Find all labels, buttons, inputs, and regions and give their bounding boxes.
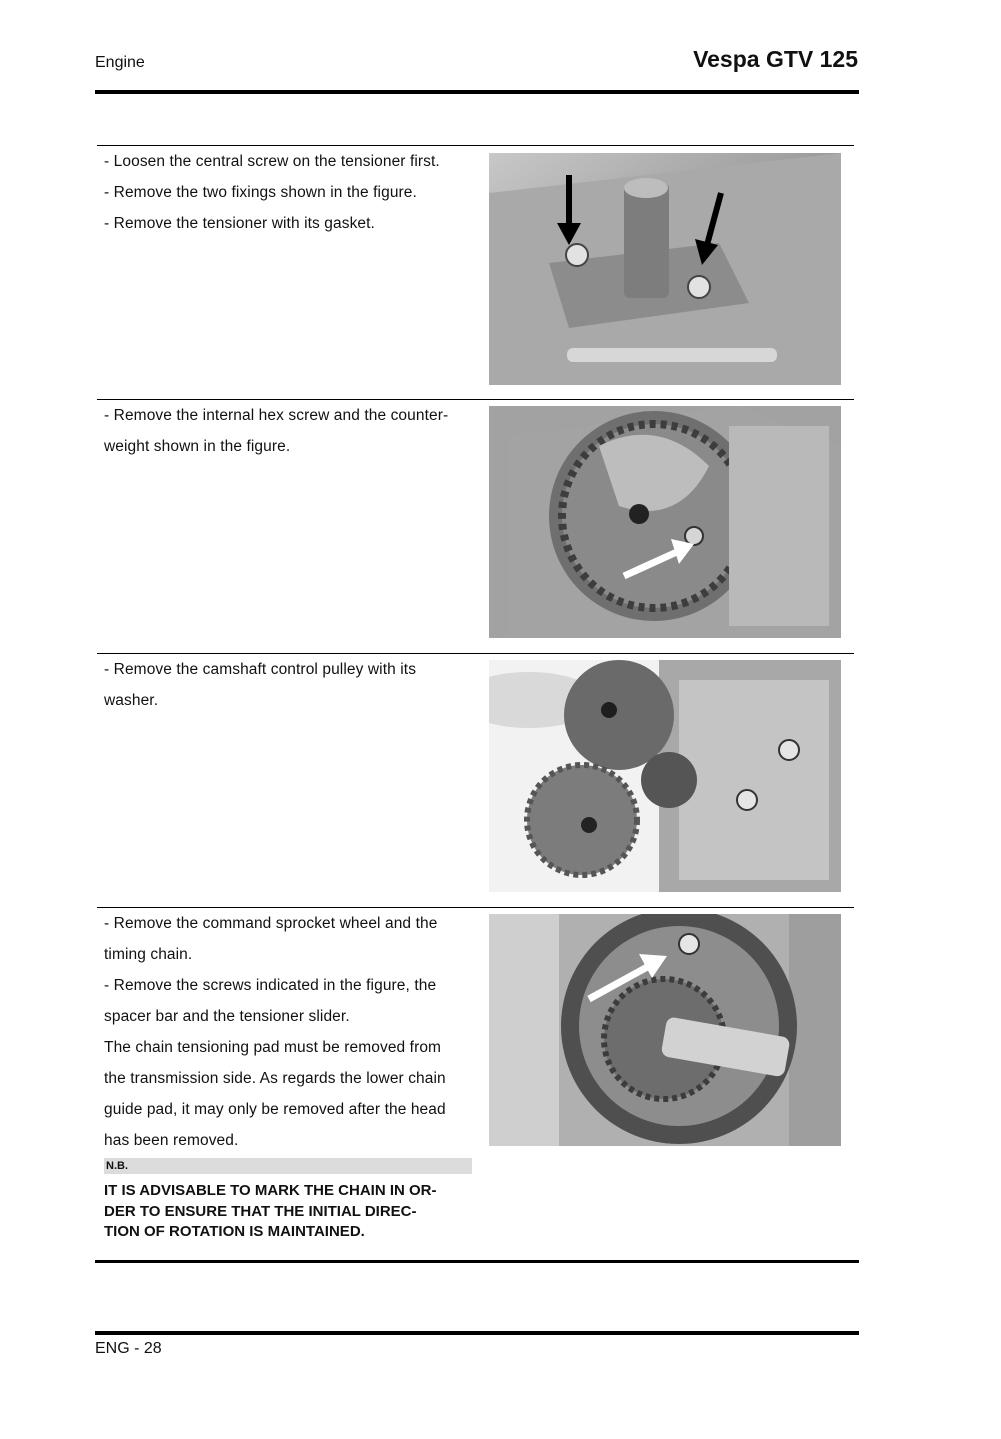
header-rule	[95, 90, 859, 94]
step-1-photo	[489, 153, 841, 385]
step-text-line: - Remove the command sprocket wheel and the	[104, 915, 438, 932]
step-text-line: The chain tensioning pad must be removed from	[104, 1039, 442, 1056]
step-text-line: - Remove the tensioner with its gasket.	[104, 215, 375, 232]
document-title: Vespa GTV 125	[693, 46, 858, 72]
warning-line: DER TO ENSURE THAT THE INITIAL DIREC-	[104, 1202, 417, 1220]
step-2-photo	[489, 406, 841, 638]
step-1-text	[104, 146, 476, 239]
page-number: ENG - 28	[95, 1340, 162, 1357]
step-text-line: timing chain.	[104, 946, 193, 963]
step-text-line: - Remove the two fixings shown in the figure.	[104, 184, 417, 201]
step-text-line: guide pad, it may only be removed after the head	[104, 1101, 446, 1118]
step-text-line: - Remove the screws indicated in the figure, the	[104, 977, 437, 994]
step-text-line: the transmission side. As regards the lower chain	[104, 1070, 446, 1087]
step-3-photo	[489, 660, 841, 892]
content-end-rule	[95, 1260, 859, 1263]
step-3-text	[104, 654, 476, 716]
step-text-line: spacer bar and the tensioner slider.	[104, 1008, 350, 1025]
step-2-text	[104, 400, 476, 462]
step-text-line: - Loosen the central screw on the tensioner first.	[104, 153, 440, 170]
step-text-line: weight shown in the figure.	[104, 438, 291, 455]
step-4-photo	[489, 914, 841, 1146]
warning-text	[104, 1181, 479, 1243]
section-title: Engine	[95, 54, 145, 71]
note-label: N.B.	[104, 1158, 472, 1174]
warning-line: TION OF ROTATION IS MAINTAINED.	[104, 1223, 365, 1240]
step-text-line: washer.	[104, 692, 159, 709]
step-text-line: - Remove the internal hex screw and the counter-	[104, 407, 449, 424]
footer-rule	[95, 1331, 859, 1335]
warning-line: IT IS ADVISABLE TO MARK THE CHAIN IN OR-	[104, 1182, 437, 1199]
step-text-line: has been removed.	[104, 1132, 239, 1149]
step-text-line: - Remove the camshaft control pulley with its	[104, 661, 417, 678]
step-4-text	[104, 908, 476, 1156]
